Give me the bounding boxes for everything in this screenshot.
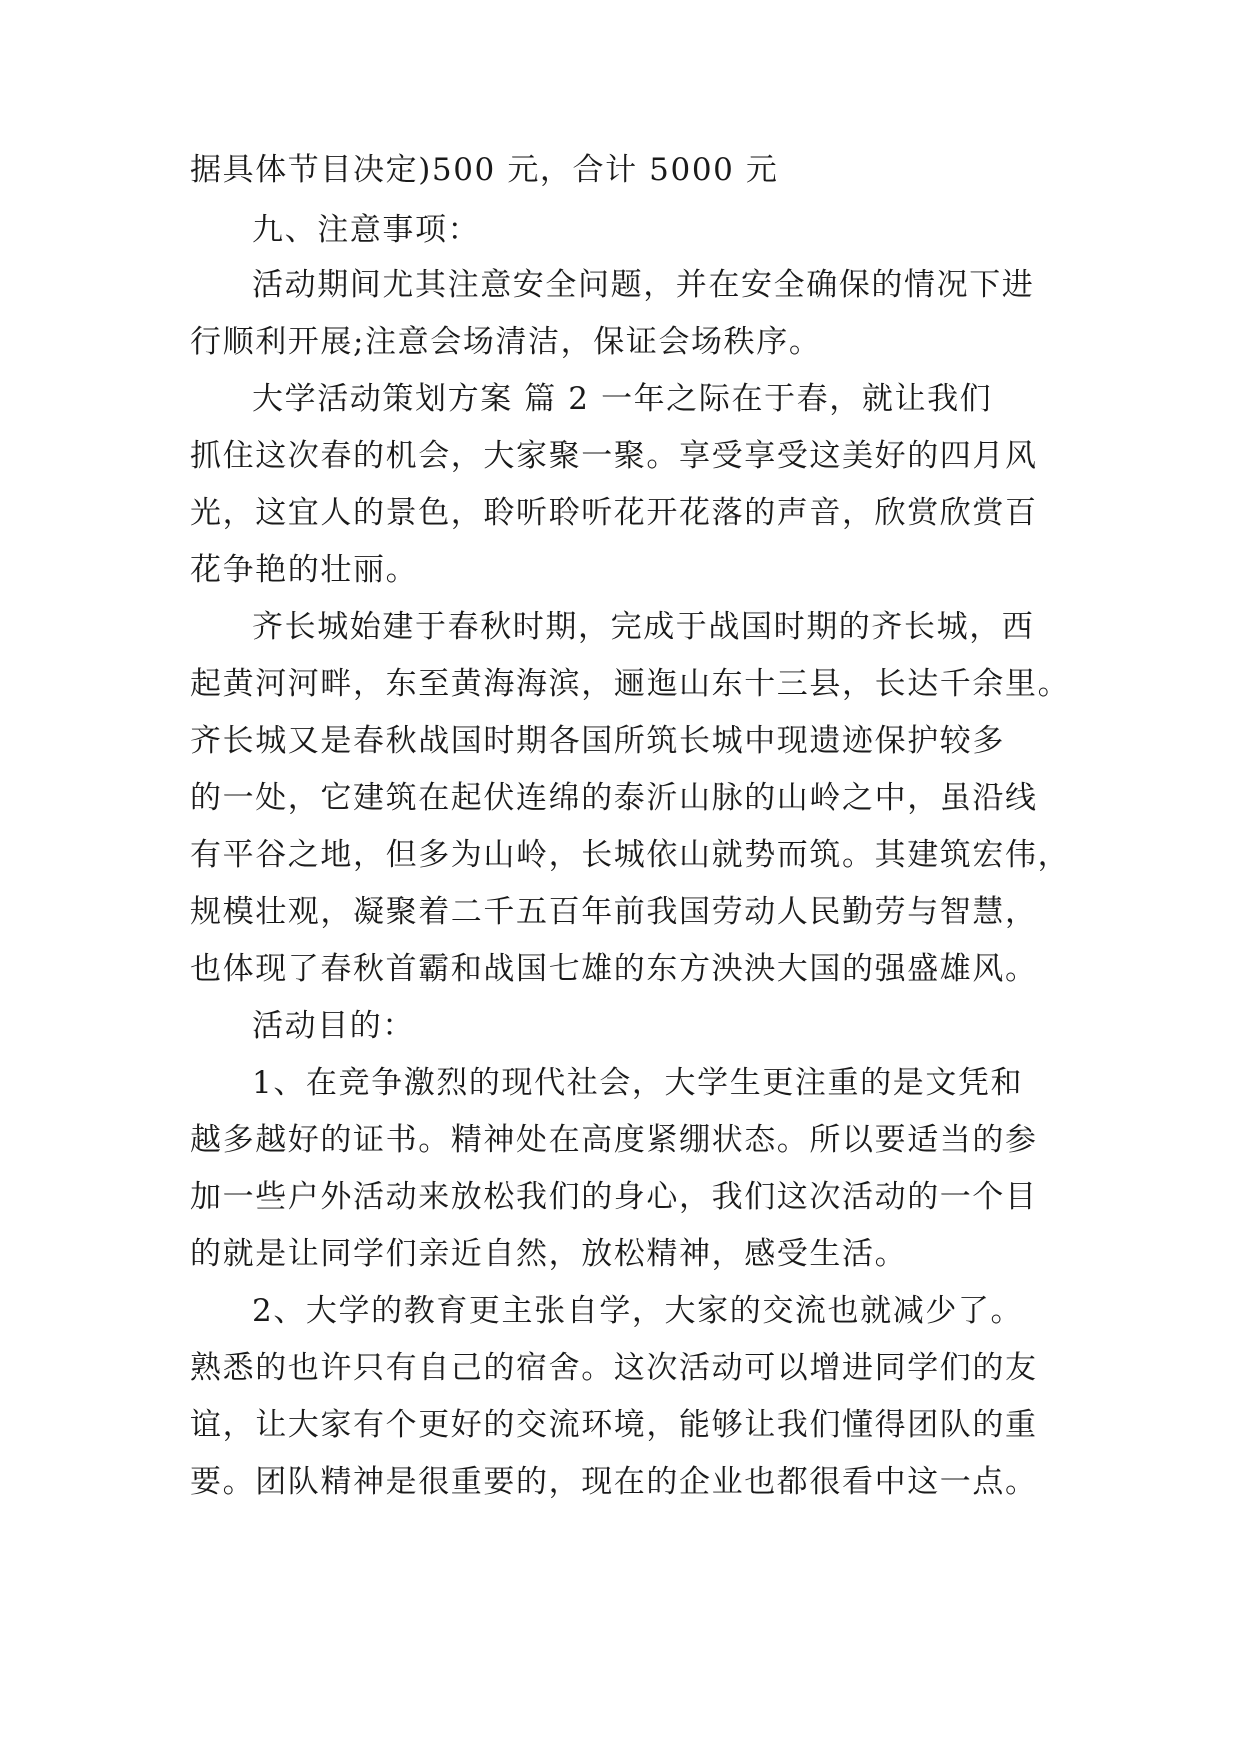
text-line: 齐长城始建于春秋时期，完成于战国时期的齐长城，西 xyxy=(252,609,1035,645)
text-line: 谊，让大家有个更好的交流环境，能够让我们懂得团队的重 xyxy=(190,1407,1038,1443)
text-line: 也体现了春秋首霸和战国七雄的东方泱泱大国的强盛雄风。 xyxy=(190,951,1038,987)
text-line: 花争艳的壮丽。 xyxy=(190,552,419,588)
text-line: 越多越好的证书。精神处在高度紧绷状态。所以要适当的参 xyxy=(190,1122,1038,1158)
section-heading: 活动目的： xyxy=(252,1008,415,1044)
text-line: 行顺利开展;注意会场清洁，保证会场秩序。 xyxy=(190,324,822,360)
text-line: 要。团队精神是很重要的，现在的企业也都很看中这一点。 xyxy=(190,1464,1038,1500)
text-line: 大学活动策划方案 篇 2 一年之际在于春，就让我们 xyxy=(252,381,993,417)
text-line: 熟悉的也许只有自己的宿舍。这次活动可以增进同学们的友 xyxy=(190,1350,1038,1386)
text-line: 光，这宜人的景色，聆听聆听花开花落的声音，欣赏欣赏百 xyxy=(190,495,1038,531)
text-line: 据具体节目决定)500 元，合计 5000 元 xyxy=(190,152,779,188)
text-line: 规模壮观，凝聚着二千五百年前我国劳动人民勤劳与智慧， xyxy=(190,894,1038,930)
text-line: 的一处，它建筑在起伏连绵的泰沂山脉的山岭之中，虽沿线 xyxy=(190,780,1038,816)
text-line: 加一些户外活动来放松我们的身心，我们这次活动的一个目 xyxy=(190,1179,1038,1215)
text-line: 抓住这次春的机会，大家聚一聚。享受享受这美好的四月风 xyxy=(190,438,1038,474)
text-line: 的就是让同学们亲近自然，放松精神，感受生活。 xyxy=(190,1236,908,1272)
text-line: 齐长城又是春秋战国时期各国所筑长城中现遗迹保护较多 xyxy=(190,723,1005,759)
text-line: 2、大学的教育更主张自学，大家的交流也就减少了。 xyxy=(252,1293,1024,1329)
section-heading: 九、注意事项： xyxy=(252,212,481,248)
text-line: 1、在竞争激烈的现代社会，大学生更注重的是文凭和 xyxy=(252,1065,1024,1101)
text-line: 有平谷之地，但多为山岭，长城依山就势而筑。其建筑宏伟， xyxy=(190,837,1071,873)
text-line: 活动期间尤其注意安全问题，并在安全确保的情况下进 xyxy=(252,267,1035,303)
text-line: 起黄河河畔，东至黄海海滨，逦迤山东十三县，长达千余里。 xyxy=(190,666,1071,702)
